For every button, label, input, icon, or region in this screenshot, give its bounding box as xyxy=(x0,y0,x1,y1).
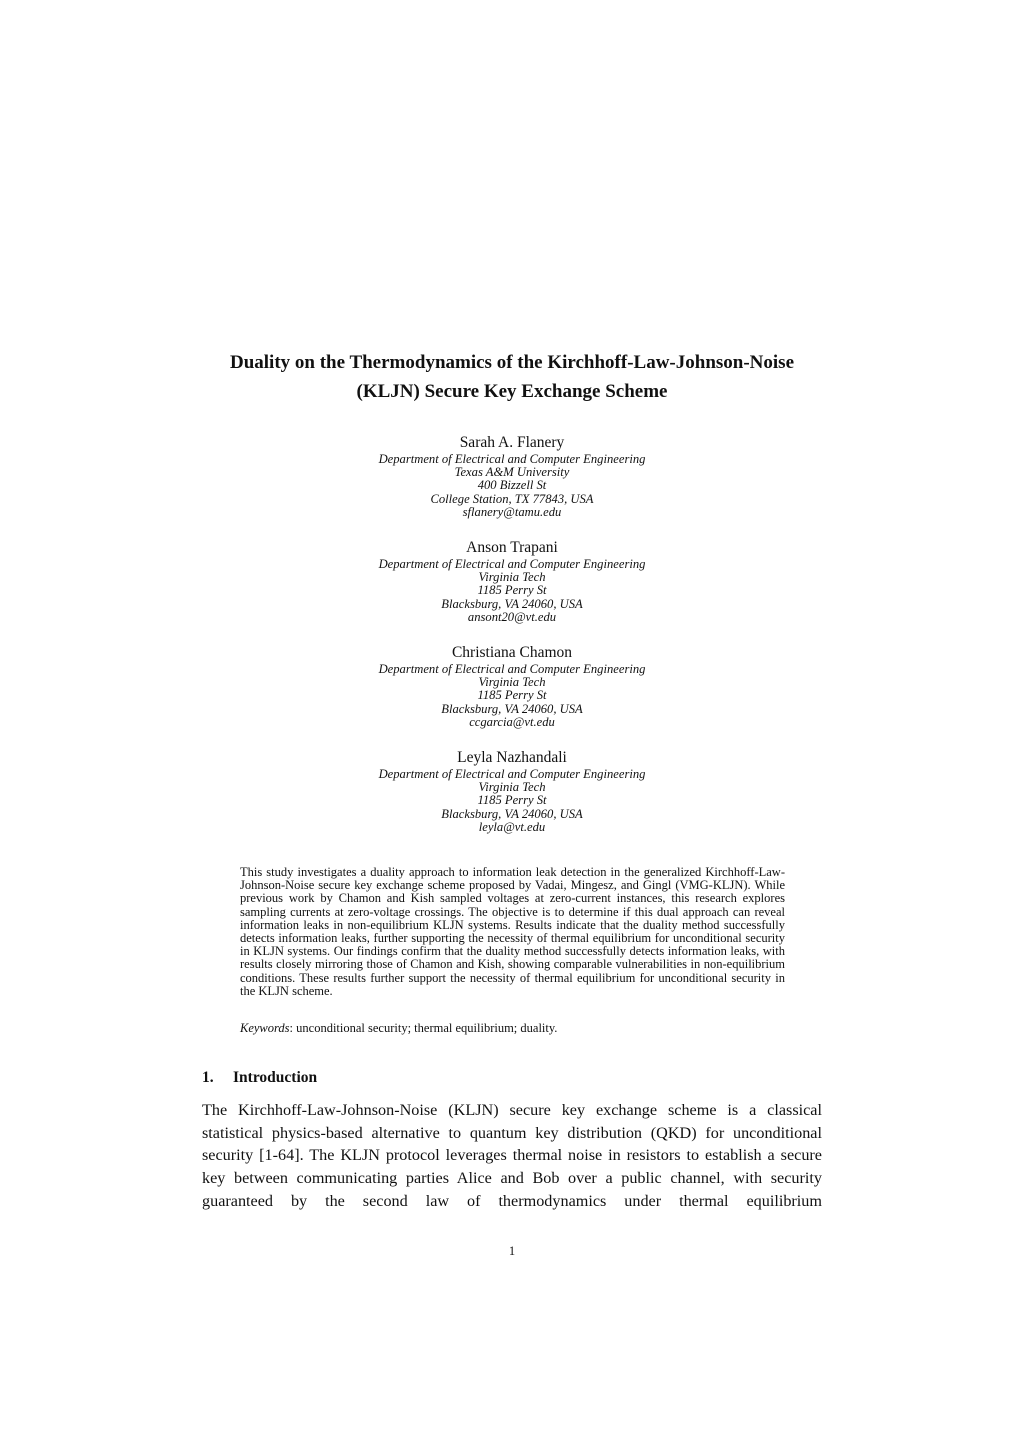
author-institution: Virginia Tech xyxy=(478,780,546,795)
author-institution: Texas A&M University xyxy=(454,465,570,480)
introduction-paragraph: The Kirchhoff-Law-Johnson-Noise (KLJN) secure key exchange scheme is a classical statistical physics-based alternative to quantum key distribution (QKD) for unconditional security [1-64]. The KLJN protocol leverages thermal noise in resistors to establish a secure key between communicating parties Alice and Bob over a public channel, with security guaranteed by the second law of thermodynamics under thermal equilibrium xyxy=(202,1101,822,1210)
page-number: 1 xyxy=(508,1244,516,1258)
author-block-2 xyxy=(212,538,812,624)
author-department: Department of Electrical and Computer Engineering xyxy=(378,767,646,781)
keywords-text: : unconditional security; thermal equilibrium; duality. xyxy=(289,1021,558,1035)
author-city: Blacksburg, VA 24060, USA xyxy=(441,806,583,821)
author-street: 1185 Perry St xyxy=(477,583,547,598)
keywords xyxy=(240,1021,785,1035)
author-department: Department of Electrical and Computer Engineering xyxy=(378,662,646,676)
author-institution: Virginia Tech xyxy=(478,675,546,690)
author-email: ansont20@vt.edu xyxy=(467,609,557,624)
section-number: 1. xyxy=(202,1069,214,1086)
author-street: 1185 Perry St xyxy=(477,688,547,703)
author-email: leyla@vt.edu xyxy=(478,819,546,834)
author-department: Department of Electrical and Computer Engineering xyxy=(378,557,646,571)
author-block-4 xyxy=(212,748,812,834)
paper-title-line-2: (KLJN) Secure Key Exchange Scheme xyxy=(356,381,668,402)
author-block-3 xyxy=(212,643,812,729)
paper-title-line-1: Duality on the Thermodynamics of the Kirchhoff-Law-Johnson-Noise xyxy=(229,352,795,373)
abstract: This study investigates a duality approach to information leak detection in the generalized Kirchhoff-Law-Johnson-Noise secure key exchange scheme proposed by Vadai, Mingesz, and Gingl (VMG-KLJN). While previous work by Chamon and Kish sampled voltages at zero-current instances, this research explores sampling currents at zero-voltage crossings. The objective is to determine if this dual approach can reveal information leaks in non-equilibrium KLJN systems. Results indicate that the duality method successfully detects information leaks, further supporting the necessity of thermal equilibrium for unconditional security in KLJN systems. Our findings confirm that the duality method successfully detects information leaks, with results closely mirroring those of Chamon and Kish, showing comparable vulnerabilities in non-equilibrium conditions. These results further support the necessity of thermal equilibrium for unconditional security in the KLJN scheme. xyxy=(240,865,785,998)
section-title: Introduction xyxy=(233,1069,318,1086)
author-email: sflanery@tamu.edu xyxy=(462,504,562,519)
author-name: Anson Trapani xyxy=(466,539,558,556)
author-city: College Station, TX 77843, USA xyxy=(430,491,594,506)
section-heading-introduction xyxy=(202,1068,317,1088)
author-department: Department of Electrical and Computer Engineering xyxy=(378,452,646,466)
author-name: Leyla Nazhandali xyxy=(457,749,567,766)
author-city: Blacksburg, VA 24060, USA xyxy=(441,596,583,611)
author-institution: Virginia Tech xyxy=(478,570,546,585)
author-name: Sarah A. Flanery xyxy=(459,434,565,451)
keywords-label: Keywords xyxy=(240,1021,290,1035)
author-city: Blacksburg, VA 24060, USA xyxy=(441,701,583,716)
author-block-1 xyxy=(212,433,812,519)
author-email: ccgarcia@vt.edu xyxy=(469,714,555,729)
author-street: 1185 Perry St xyxy=(477,793,547,808)
author-street: 400 Bizzell St xyxy=(477,478,547,493)
author-name: Christiana Chamon xyxy=(451,644,573,661)
paper-title xyxy=(160,348,864,406)
